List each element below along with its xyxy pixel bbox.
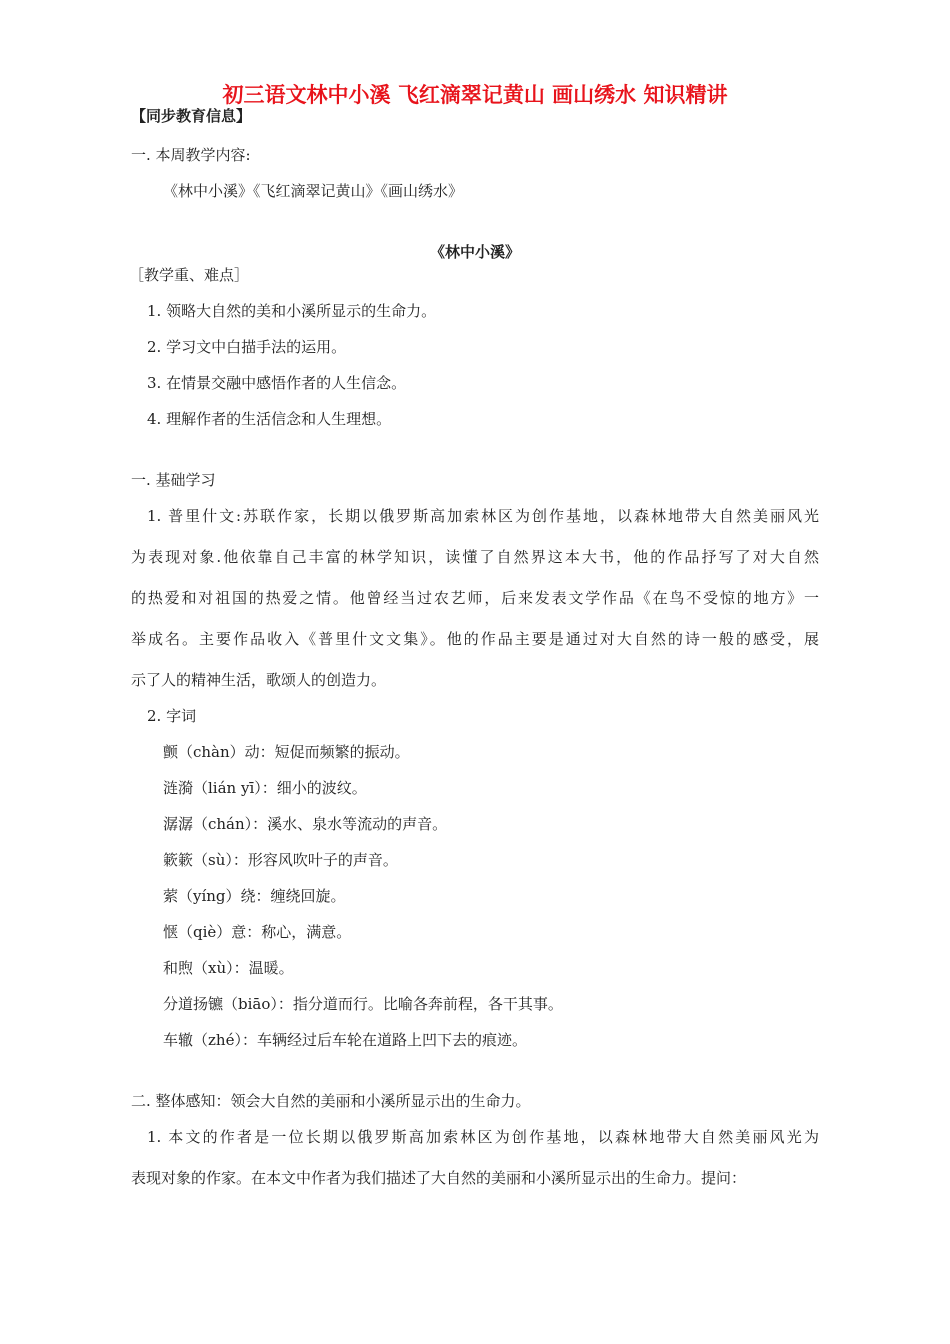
vocab-item: 潺潺（chán）：溪水、泉水等流动的声音。: [163, 815, 448, 833]
author-paragraph-line: 举成名。主要作品收入《普里什文文集》。他的作品主要是通过对大自然的诗一般的感受，展: [131, 630, 819, 648]
overall-paragraph-line: 1. 本文的作者是一位长期以俄罗斯高加索林区为创作基地，以森林地带大自然美丽风光为: [147, 1128, 819, 1146]
author-paragraph-line: 为表现对象.他依靠自己丰富的林学知识，读懂了自然界这本大书，他的作品抒写了对大自然: [131, 548, 819, 566]
key-point-item: 1. 领略大自然的美和小溪所显示的生命力。: [147, 302, 437, 320]
document-title: 初三语文林中小溪 飞红滴翠记黄山 画山绣水 知识精讲: [222, 83, 728, 107]
key-points-heading: ［教学重、难点］: [129, 266, 250, 284]
author-paragraph-line: 的热爱和对祖国的热爱之情。他曾经当过农艺师，后来发表文学作品《在鸟不受惊的地方》一: [131, 589, 819, 607]
key-point-item: 2. 学习文中白描手法的运用。: [147, 338, 347, 356]
vocab-item: 分道扬镳（biāo）：指分道而行。比喻各奔前程，各干其事。: [163, 995, 563, 1013]
content-heading: 一. 本周教学内容:: [131, 146, 251, 164]
key-point-item: 3. 在情景交融中感悟作者的人生信念。: [147, 374, 407, 392]
vocab-item: 和煦（xù）：温暖。: [163, 959, 294, 977]
vocab-item: 车辙（zhé）：车辆经过后车轮在道路上凹下去的痕迹。: [163, 1031, 527, 1049]
content-list: 《林中小溪》《飞红滴翠记黄山》《画山绣水》: [163, 182, 464, 200]
vocab-heading: 2. 字词: [147, 707, 197, 725]
section-tag: 【同步教育信息】: [131, 107, 252, 125]
author-paragraph-line: 1. 普里什文:苏联作家，长期以俄罗斯高加索林区为创作基地，以森林地带大自然美丽风光: [147, 507, 819, 525]
author-paragraph-line: 示了人的精神生活，歌颂人的创造力。: [131, 671, 387, 689]
vocab-item: 惬（qiè）意：称心，满意。: [163, 923, 352, 941]
key-point-item: 4. 理解作者的生活信念和人生理想。: [147, 410, 392, 428]
overall-paragraph-line: 表现对象的作家。在本文中作者为我们描述了大自然的美丽和小溪所显示出的生命力。提问：: [131, 1169, 747, 1187]
overall-heading: 二. 整体感知：领会大自然的美丽和小溪所显示出的生命力。: [131, 1092, 531, 1110]
vocab-item: 涟漪（lián yī）：细小的波纹。: [163, 779, 367, 797]
lesson-title: 《林中小溪》: [429, 243, 520, 261]
vocab-item: 颤（chàn）动：短促而频繁的振动。: [163, 743, 410, 761]
vocab-item: 簌簌（sù）：形容风吹叶子的声音。: [163, 851, 398, 869]
vocab-item: 萦（yíng）绕：缠绕回旋。: [163, 887, 346, 905]
basic-heading: 一. 基础学习: [131, 471, 216, 489]
